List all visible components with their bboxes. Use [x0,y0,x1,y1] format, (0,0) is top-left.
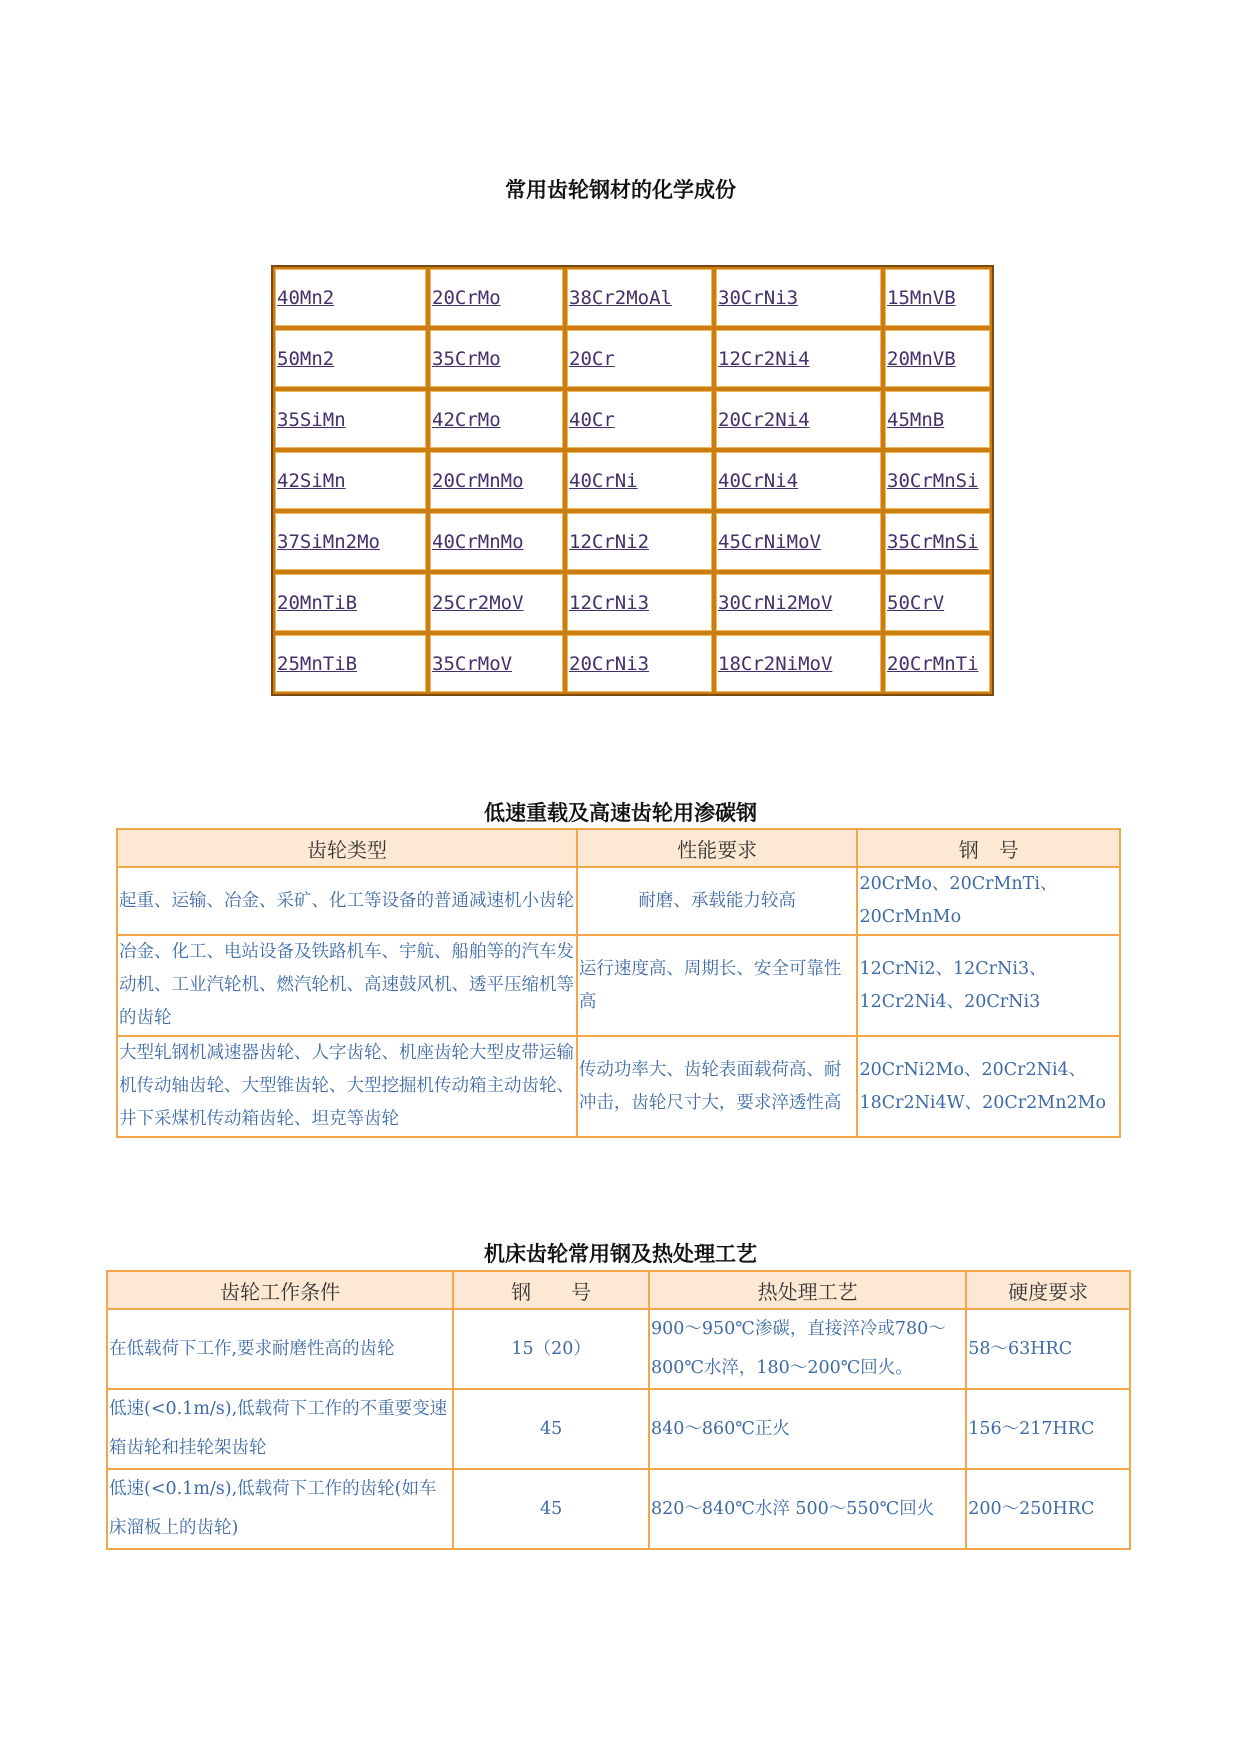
grade-row [273,328,992,389]
header-steel-grade: 钢 号 [453,1271,649,1309]
table-row [107,1469,1130,1549]
grade-link[interactable]: 25MnTiB [277,652,358,675]
grade-link[interactable]: 45CrNiMoV [718,530,821,553]
grade-link[interactable]: 30CrNi2MoV [718,591,833,614]
header-performance: 性能要求 [577,829,858,867]
grade-cell [428,450,565,511]
grade-cell [714,511,883,572]
working-condition-cell: 低速(<0.1m/s),低载荷下工作的不重要变速箱齿轮和挂轮架齿轮 [107,1389,453,1469]
grade-link[interactable]: 40Cr [569,408,615,431]
grade-link[interactable]: 25Cr2MoV [432,591,524,614]
grade-cell [428,267,565,328]
heat-treatment-cell: 900～950℃渗碳，直接淬冷或780～800℃水淬，180～200℃回火。 [649,1309,966,1389]
grade-cell [428,572,565,633]
grade-cell [714,633,883,694]
grade-cell [714,572,883,633]
section-title-machine-tool-gears: 机床齿轮常用钢及热处理工艺 [484,1242,757,1266]
heat-treatment-cell: 840～860℃正火 [649,1389,966,1469]
grade-link[interactable]: 20MnTiB [277,591,358,614]
grade-cell [714,267,883,328]
grade-cell [883,450,992,511]
grade-cell [428,511,565,572]
grade-row [273,267,992,328]
machine-tool-gear-table [106,1270,1131,1550]
grade-link[interactable]: 12CrNi2 [569,530,650,553]
grade-link[interactable]: 45MnB [887,408,945,431]
grade-cell [565,328,714,389]
working-condition-cell: 在低载荷下工作,要求耐磨性高的齿轮 [107,1309,453,1389]
grade-link[interactable]: 12CrNi3 [569,591,650,614]
grade-cell [565,572,714,633]
header-hardness: 硬度要求 [966,1271,1130,1309]
grade-link[interactable]: 35CrMo [432,347,501,370]
steel-grade-cell: 12CrNi2、12CrNi3、12Cr2Ni4、20CrNi3 [857,935,1120,1036]
section-title-chemical-composition: 常用齿轮钢材的化学成份 [505,178,736,202]
table-row [117,867,1120,935]
table-header-row [107,1271,1130,1309]
grade-link[interactable]: 20Cr [569,347,615,370]
table-header-row [117,829,1120,867]
table-row [107,1309,1130,1389]
grade-row [273,450,992,511]
grade-link[interactable]: 40CrNi4 [718,469,799,492]
steel-grade-cell: 45 [453,1469,649,1549]
grade-cell [714,389,883,450]
grade-cell [714,328,883,389]
grade-link[interactable]: 40CrNi [569,469,638,492]
grade-cell [883,267,992,328]
header-gear-type: 齿轮类型 [117,829,577,867]
grade-link[interactable]: 35CrMoV [432,652,513,675]
grade-cell [273,328,428,389]
steel-grade-cell: 45 [453,1389,649,1469]
grade-link[interactable]: 30CrNi3 [718,286,799,309]
performance-cell: 传动功率大、齿轮表面载荷高、耐冲击，齿轮尺寸大，要求淬透性高 [577,1036,858,1137]
gear-type-cell: 大型轧钢机减速器齿轮、人字齿轮、机座齿轮大型皮带运输机传动轴齿轮、大型锥齿轮、大型挖掘机传动箱主动齿轮、井下采煤机传动箱齿轮、坦克等齿轮 [117,1036,577,1137]
section-title-carburizing-steel: 低速重载及高速齿轮用渗碳钢 [484,801,757,825]
steel-grade-cell: 20CrNi2Mo、20Cr2Ni4、18Cr2Ni4W、20Cr2Mn2Mo [857,1036,1120,1137]
grade-cell [883,572,992,633]
grade-link[interactable]: 30CrMnSi [887,469,979,492]
grade-row [273,389,992,450]
grade-link[interactable]: 20CrMo [432,286,501,309]
grade-link[interactable]: 20CrMnTi [887,652,979,675]
hardness-cell: 156～217HRC [966,1389,1130,1469]
performance-cell: 耐磨、承载能力较高 [577,867,858,935]
working-condition-cell: 低速(<0.1m/s),低载荷下工作的齿轮(如车床溜板上的齿轮) [107,1469,453,1549]
grade-cell [428,328,565,389]
carburizing-steel-table [116,828,1121,1138]
grade-cell [273,267,428,328]
grade-link[interactable]: 38Cr2MoAl [569,286,672,309]
grade-link[interactable]: 20Cr2Ni4 [718,408,810,431]
grade-link[interactable]: 20MnVB [887,347,956,370]
grade-link[interactable]: 37SiMn2Mo [277,530,380,553]
steel-grade-cell: 15（20） [453,1309,649,1389]
grade-cell [565,633,714,694]
grade-link[interactable]: 40CrMnMo [432,530,524,553]
header-steel-grade: 钢 号 [857,829,1120,867]
grade-cell [883,389,992,450]
grade-cell [273,572,428,633]
grade-link[interactable]: 42CrMo [432,408,501,431]
grade-cell [273,511,428,572]
grade-cell [428,389,565,450]
grade-link[interactable]: 12Cr2Ni4 [718,347,810,370]
table-row [117,1036,1120,1137]
grade-link[interactable]: 18Cr2NiMoV [718,652,833,675]
gear-type-cell: 起重、运输、冶金、采矿、化工等设备的普通减速机小齿轮 [117,867,577,935]
grade-cell [883,511,992,572]
steel-grade-table [271,265,994,696]
grade-row [273,633,992,694]
grade-cell [565,389,714,450]
grade-cell [883,633,992,694]
grade-link[interactable]: 35CrMnSi [887,530,979,553]
header-heat-treatment: 热处理工艺 [649,1271,966,1309]
performance-cell: 运行速度高、周期长、安全可靠性高 [577,935,858,1036]
grade-cell [273,450,428,511]
steel-grade-cell: 20CrMo、20CrMnTi、20CrMnMo [857,867,1120,935]
grade-link[interactable]: 50CrV [887,591,945,614]
grade-link[interactable]: 42SiMn [277,469,346,492]
hardness-cell: 58～63HRC [966,1309,1130,1389]
gear-type-cell: 冶金、化工、电站设备及铁路机车、宇航、船舶等的汽车发动机、工业汽轮机、燃汽轮机、高速鼓风机、透平压缩机等的齿轮 [117,935,577,1036]
grade-link[interactable]: 35SiMn [277,408,346,431]
grade-row [273,511,992,572]
hardness-cell: 200～250HRC [966,1469,1130,1549]
grade-cell [565,450,714,511]
grade-cell [273,633,428,694]
grade-cell [565,267,714,328]
header-working-condition: 齿轮工作条件 [107,1271,453,1309]
grade-link[interactable]: 20CrMnMo [432,469,524,492]
grade-link[interactable]: 50Mn2 [277,347,335,370]
grade-link[interactable]: 40Mn2 [277,286,335,309]
table-row [107,1389,1130,1469]
table-row [117,935,1120,1036]
grade-row [273,572,992,633]
grade-link[interactable]: 15MnVB [887,286,956,309]
grade-cell [273,389,428,450]
grade-cell [883,328,992,389]
grade-cell [714,450,883,511]
grade-cell [428,633,565,694]
grade-link[interactable]: 20CrNi3 [569,652,650,675]
heat-treatment-cell: 820～840℃水淬 500～550℃回火 [649,1469,966,1549]
grade-cell [565,511,714,572]
